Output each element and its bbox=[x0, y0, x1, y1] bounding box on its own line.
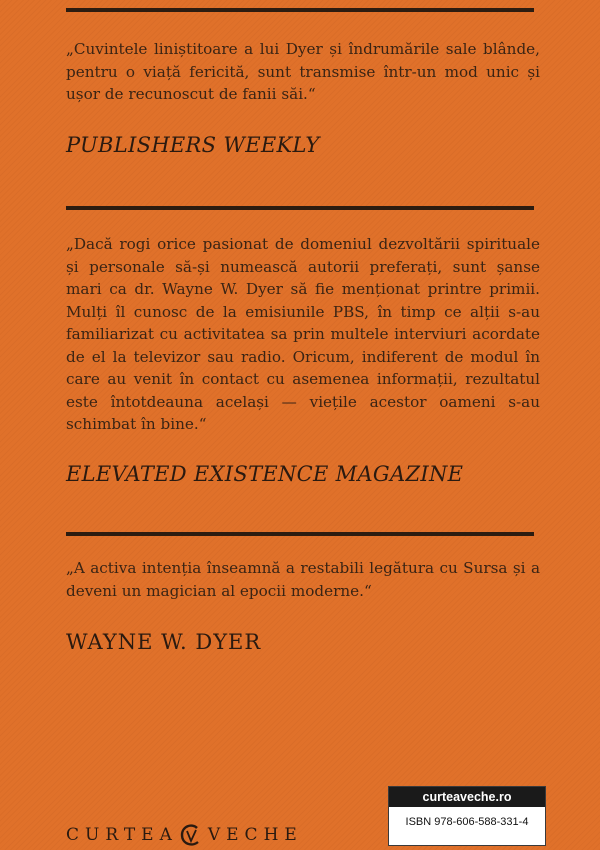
author-quote: „A activa intenția înseamnă a restabili legătura cu Sursa și a deveni un magician al epocii moderne.“ bbox=[66, 559, 540, 600]
publisher-website: curteaveche.ro bbox=[389, 787, 545, 807]
publisher-logo bbox=[66, 822, 303, 848]
curtea-veche-monogram-icon bbox=[178, 822, 204, 848]
review-quote-2: „Dacă rogi orice pasionat de domeniul dezvoltării spirituale și personale să-și numească autorii preferați, sunt șanse mari ca dr. Wayne W. Dyer să fie menționat printre primii. Mulți îl cunosc de la emisiunile PBS, în timp ce alții s-au familiarizat cu activitatea sa prin multele interviuri acordate de el la televizor sau radio. Oricum, indiferent de modul în care au venit în contact cu asemenea informații, rezultatul este întotdeauna același — viețile acestor oameni s-au schimbat în bine.“ bbox=[66, 235, 540, 433]
review-source-2: ELEVATED EXISTENCE MAGAZINE bbox=[66, 462, 464, 486]
isbn-box bbox=[388, 786, 546, 846]
isbn-number: ISBN 978-606-588-331-4 bbox=[405, 816, 529, 828]
divider-rule bbox=[66, 532, 534, 536]
publisher-name-left: CURTEA bbox=[66, 825, 178, 845]
divider-rule bbox=[66, 206, 534, 210]
review-quote-1: „Cuvintele liniștitoare a lui Dyer și îndrumările sale blânde, pentru o viață fericită, sunt transmise într-un mod unic și ușor de recunoscut de fanii săi.“ bbox=[66, 40, 540, 103]
publisher-name-right: VECHE bbox=[207, 825, 303, 845]
review-source-1: PUBLISHERS WEEKLY bbox=[66, 133, 320, 157]
author-signature: WAYNE W. DYER bbox=[66, 630, 262, 654]
divider-rule bbox=[66, 8, 534, 12]
